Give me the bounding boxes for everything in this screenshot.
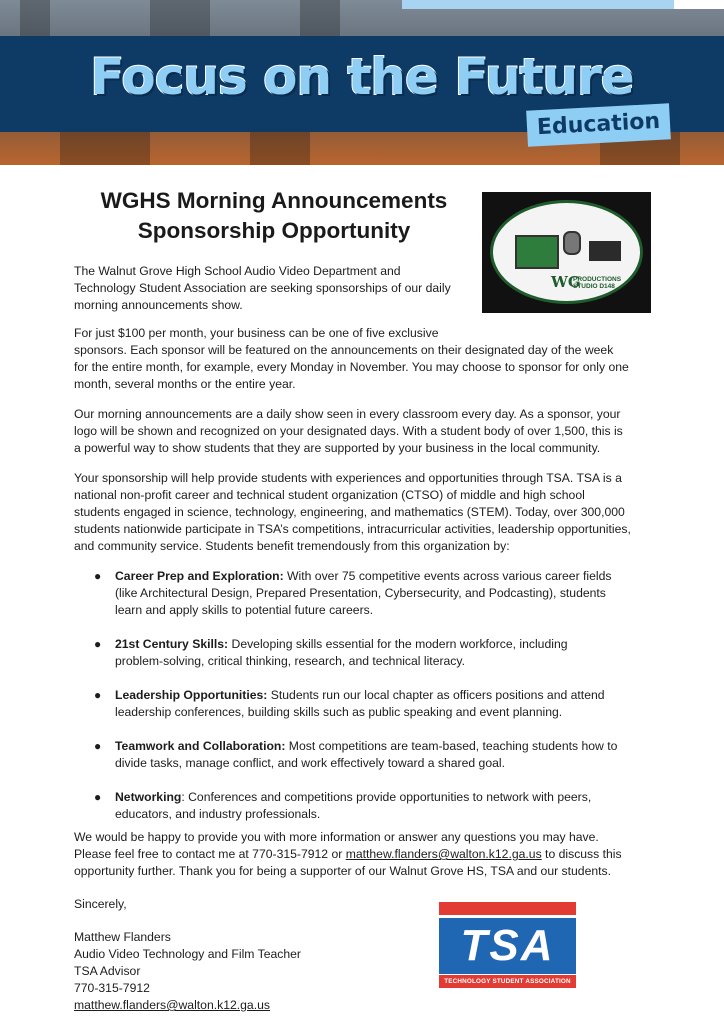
pricing-paragraph: For just $100 per month, your business can be one of five exclusive sponsors. Each sponsor will be featured on the announcements on their designated day of the week for the entire month, for example, every Monday in November. You may choose to sponsor for only one month, several months or the entire year. xyxy=(74,326,629,391)
intro-paragraph: The Walnut Grove High School Audio Video Department and Technology Student Association are seeking sponsorships of our daily morning announcements show. xyxy=(74,264,451,312)
benefit-title: Leadership Opportunities: xyxy=(115,688,268,702)
banner-tag: Education xyxy=(526,103,671,146)
video-camera-icon xyxy=(589,241,621,261)
logo-monogram: WG xyxy=(551,273,581,291)
bullet-icon: ● xyxy=(94,688,102,702)
list-item: ● 21st Century Skills: Developing skills essential for the modern workforce, including problem-solving, critical thinking, research, and technical literacy. xyxy=(94,637,568,668)
bullet-icon: ● xyxy=(94,637,102,651)
signature-role: TSA Advisor xyxy=(74,964,141,978)
signature-email-link[interactable]: matthew.flanders@walton.k12.ga.us xyxy=(74,998,270,1012)
signature-name: Matthew Flanders xyxy=(74,930,171,944)
logo-oval xyxy=(490,200,643,304)
list-item: ● Career Prep and Exploration: With over 75 competitive events across various career fields (like Architectural Design, Prepared Presentation, Cybersecurity, and Podcasting), students learn and apply skills to potential future careers. xyxy=(94,569,612,617)
signoff: Sincerely, xyxy=(74,897,127,911)
page-title-line2: Sponsorship Opportunity xyxy=(137,218,411,243)
bullet-icon: ● xyxy=(94,569,102,583)
benefit-title: Networking xyxy=(115,790,182,804)
contact-email-link[interactable]: matthew.flanders@walton.k12.ga.us xyxy=(345,847,542,861)
wg-productions-logo xyxy=(482,192,651,313)
signature-block xyxy=(74,929,301,1014)
banner-title: Focus on the Future xyxy=(90,48,634,106)
benefit-title: 21st Century Skills: xyxy=(115,637,229,651)
list-item: ● Networking: Conferences and competitions provide opportunities to network with peers, educators, and industry professionals. xyxy=(94,790,592,821)
page-title-line1: WGHS Morning Announcements xyxy=(100,188,448,213)
bullet-icon: ● xyxy=(94,790,102,804)
benefit-title: Teamwork and Collaboration: xyxy=(115,739,286,753)
header-banner xyxy=(0,0,724,165)
list-item: ● Teamwork and Collaboration: Most competitions are team-based, teaching students how to divide tasks, manage conflict, and work effectively toward a shared goal. xyxy=(94,739,618,770)
tsa-logo-caption: TECHNOLOGY STUDENT ASSOCIATION xyxy=(439,975,576,988)
signature-phone: 770-315-7912 xyxy=(74,981,150,995)
show-paragraph: Our morning announcements are a daily show seen in every classroom every day. As a sponsor, your logo will be shown and recognized on your designated days. With a student body of over 1,500, this is a powerful way to show students that they are supported by your business in the local community. xyxy=(74,407,623,455)
bullet-icon: ● xyxy=(94,739,102,753)
microphone-icon xyxy=(563,231,581,255)
closing-paragraph: We would be happy to provide you with more information or answer any questions you may have. Please feel free to contact me at 770-315-7912 or matthew.flanders@walton.k12.ga.us to discuss this opportunity further. Thank you for being a supporter of our Walnut Grove HS, TSA and our students. xyxy=(74,830,622,878)
header-accent-bar xyxy=(402,0,674,9)
tsa-logo-letters: TSA xyxy=(460,921,555,970)
tsa-paragraph: Your sponsorship will help provide students with experiences and opportunities through TSA. TSA is a national non-profit career and technical student organization (CTSO) of middle and high school students engaged in science, technology, engineering, and mathematics (STEM). Today, over 300,000 students nationwide participate in TSA’s competitions, intracurricular activities, leadership opportunities, and community service. Students benefit tremendously from this organization by: xyxy=(74,471,631,553)
logo-text: PRODUCTIONS STUDIO D148 xyxy=(573,276,622,290)
list-item: ● Leadership Opportunities: Students run our local chapter as officers positions and attend leadership conferences, building skills such as public speaking and event planning. xyxy=(94,688,605,719)
tv-screen-icon xyxy=(515,235,559,269)
benefit-title: Career Prep and Exploration: xyxy=(115,569,284,583)
tsa-logo xyxy=(439,902,576,988)
page-title xyxy=(74,186,474,246)
benefits-list xyxy=(74,568,634,840)
signature-title: Audio Video Technology and Film Teacher xyxy=(74,947,301,961)
